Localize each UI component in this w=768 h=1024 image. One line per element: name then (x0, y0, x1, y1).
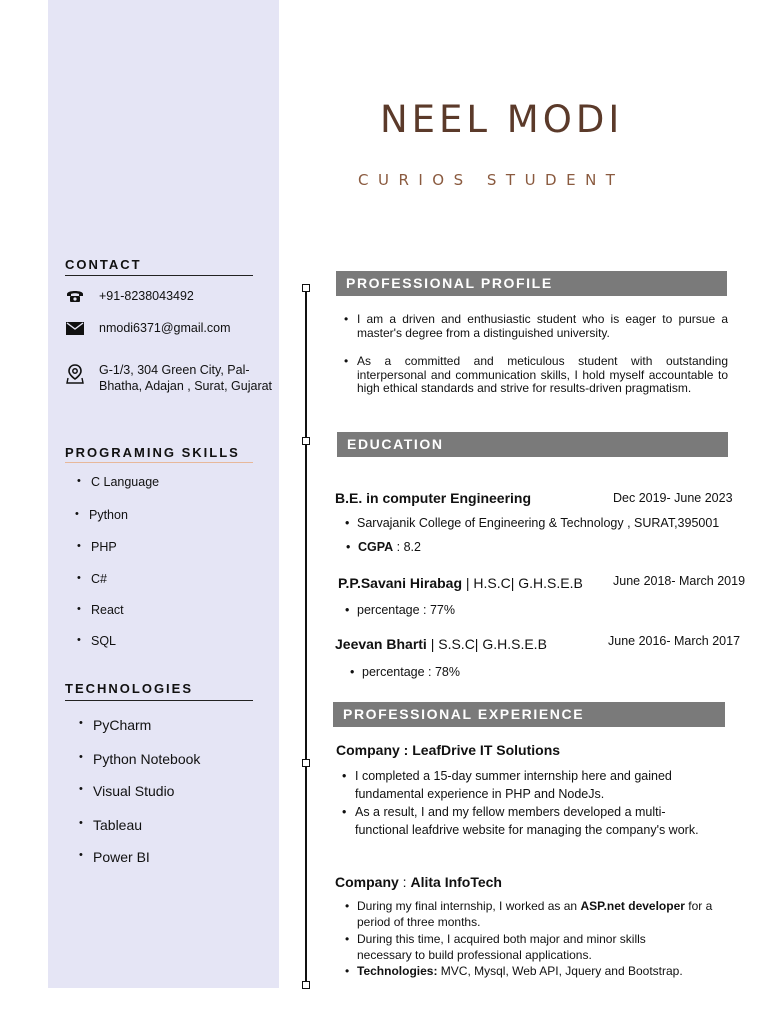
technologies-heading: TECHNOLOGIES (65, 681, 194, 696)
contact-email (65, 320, 231, 336)
profile-point: • I am a driven and enthusiastic student who is eager to pursue a master's degree from a distinguished university. (357, 313, 728, 340)
candidate-tagline: CURIOS STUDENT (358, 171, 625, 189)
phone-number: +91-8238043492 (99, 289, 194, 303)
list-item: • Power BI (93, 849, 150, 865)
cgpa: • CGPA : 8.2 (358, 540, 421, 554)
list-item: • React (91, 603, 124, 617)
list-item: • Tableau (93, 817, 142, 833)
degree-date: Dec 2019- June 2023 (613, 491, 733, 505)
ssc-percentage: • percentage : 78% (362, 665, 460, 679)
college-name: • Sarvajanik College of Engineering & Technology , SURAT,395001 (357, 516, 719, 530)
experience-point: • During my final internship, I worked as an ASP.net developer for a period of three months. (357, 898, 717, 930)
ssc-school: Jeevan Bharti | S.S.C| G.H.S.E.B (335, 636, 547, 652)
phone-icon (65, 288, 85, 304)
contact-heading: CONTACT (65, 257, 142, 272)
company-name: Company : Alita InfoTech (335, 874, 502, 890)
list-item: • Visual Studio (93, 783, 174, 799)
hsc-school: P.P.Savani Hirabag | H.S.C| G.H.S.E.B (338, 575, 583, 591)
experience-point: • As a result, I and my fellow members developed a multi-functional leafdrive website for managing the company's work. (355, 803, 705, 839)
sidebar-panel (48, 0, 279, 988)
profile-point: • As a committed and meticulous student with outstanding interpersonal and communication skills, I hold myself accountable to high ethical standards and strive for results-driven pragmatism. (357, 355, 728, 396)
education-section-header: EDUCATION (337, 432, 728, 457)
degree-title: B.E. in computer Engineering (335, 490, 532, 506)
ssc-date: June 2016- March 2017 (608, 634, 741, 648)
list-item: • Python Notebook (93, 751, 200, 767)
timeline-node (302, 981, 310, 989)
location-icon (65, 362, 85, 386)
address-text: G-1/3, 304 Green City, Pal-Bhatha, Adajan , Surat, Gujarat (99, 363, 273, 393)
skills-heading: PROGRAMING SKILLS (65, 445, 240, 460)
hsc-date: June 2018- March 2019 (613, 574, 746, 588)
list-item: • PyCharm (93, 717, 151, 733)
experience-point: • Technologies: MVC, Mysql, Web API, Jquery and Bootstrap. (357, 963, 727, 979)
skills-divider (65, 462, 253, 463)
contact-divider (65, 275, 253, 276)
timeline-line (305, 287, 307, 984)
contact-phone (65, 288, 194, 304)
timeline-node (302, 759, 310, 767)
profile-section-header: PROFESSIONAL PROFILE (336, 271, 727, 296)
timeline-node (302, 284, 310, 292)
list-item: • Python (89, 508, 128, 522)
contact-address (65, 362, 275, 394)
experience-point: • During this time, I acquired both major and minor skills necessary to build professional applications. (357, 931, 687, 963)
email-icon (65, 320, 85, 336)
candidate-name: NEEL MODI (380, 98, 624, 141)
email-address: nmodi6371@gmail.com (99, 321, 231, 335)
list-item: • PHP (91, 540, 117, 554)
company-name: Company : LeafDrive IT Solutions (336, 742, 561, 758)
hsc-percentage: • percentage : 77% (357, 603, 455, 617)
experience-section-header: PROFESSIONAL EXPERIENCE (333, 702, 725, 727)
list-item: • C Language (91, 475, 159, 489)
experience-point: • I completed a 15-day summer internship here and gained fundamental experience in PHP and NodeJs. (355, 767, 705, 803)
list-item: • SQL (91, 634, 116, 648)
list-item: • C# (91, 572, 107, 586)
timeline-node (302, 437, 310, 445)
technologies-divider (65, 700, 253, 701)
